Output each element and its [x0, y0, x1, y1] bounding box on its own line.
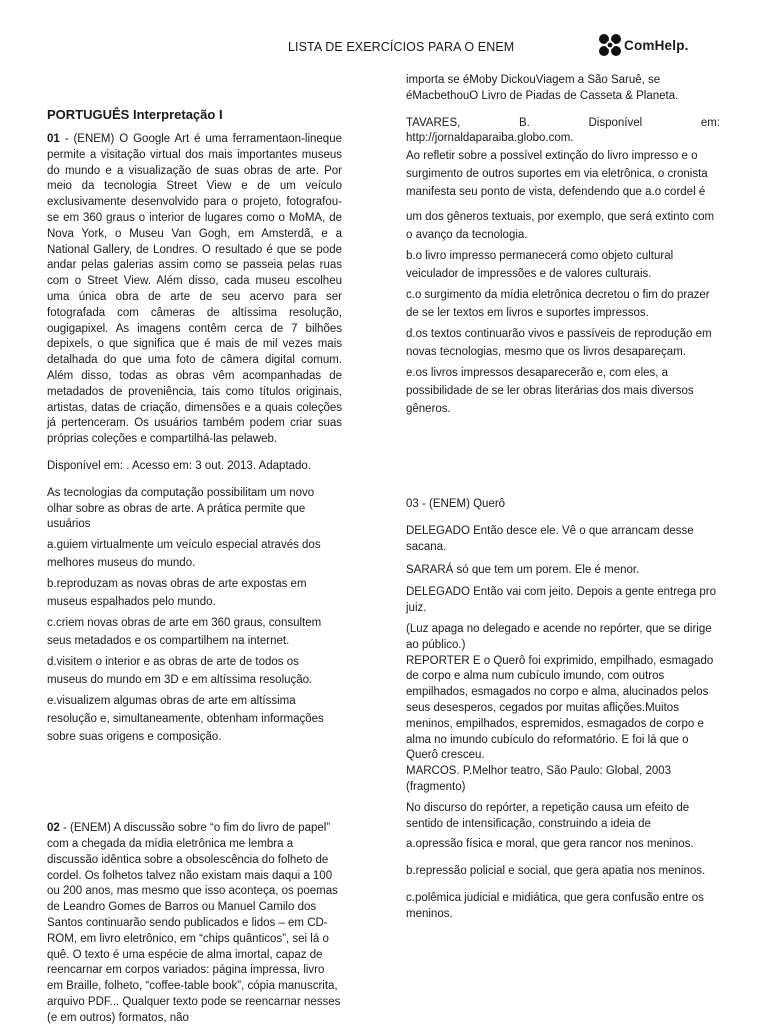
question-3-option-c[interactable]: c.polêmica judicial e midiática, que gera confusão entre os meninos.: [406, 891, 704, 920]
source-em: em:: [700, 116, 720, 129]
page-title: LISTA DE EXERCÍCIOS PARA O ENEM: [288, 40, 515, 54]
question-1-number: 01: [47, 133, 60, 145]
question-2-option-a-cont[interactable]: um dos gêneros textuais, por exemplo, que será extinto com o avanço da tecnologia.: [406, 211, 715, 242]
question-3-prompt: No discurso do repórter, a repetição causa um efeito de sentido de intensificação, construindo a ideia de: [406, 801, 690, 830]
question-2-continuation: importa se éMoby DickouViagem a São Saruê, se éMacbethouO Livro de Piadas de Casseta & Planeta.: [406, 74, 679, 102]
comhelp-logo-icon: [598, 33, 622, 57]
question-1-option-b[interactable]: b.reproduzam as novas obras de arte expostas em museus espalhados pelo mundo.: [47, 578, 307, 609]
left-column: [47, 107, 342, 1026]
question-3-source: MARCOS. P.Melhor teatro, São Paulo: Global, 2003 (fragmento): [406, 765, 672, 793]
question-3-line-3: DELEGADO Então vai com jeito. Depois a gente entrega pro juiz.: [406, 586, 717, 615]
question-3-option-a[interactable]: a.opressão física e moral, que gera rancor nos meninos.: [406, 838, 694, 851]
comhelp-logo: [598, 33, 689, 57]
subject-title: PORTUGUÊS: [47, 107, 130, 122]
question-1-text: [47, 132, 342, 448]
question-1-option-c[interactable]: c.criem novas obras de arte em 360 graus, consultem seus metadados e os compartilhem na internet.: [47, 617, 322, 648]
question-2-option-d[interactable]: d.os textos continuarão vivos e passíveis de reprodução em novas tecnologias, mesmo que os livros desapareçam.: [406, 328, 712, 359]
question-3-line-5: REPORTER E o Querô foi exprimido, empilhado, esmagado de corpo e alma num cubículo imundo, com outros empilhados, esmagados no corpo e alma, alucinados pelos seus desesperos, cegados por muitas aflições.Muitos meninos, empilhados, espremidos, esmagados de corpo e alma no imundo cubículo do reformatório. E foi lá que o Querô cresceu.: [406, 654, 714, 762]
question-3-option-b[interactable]: b.repressão policial e social, que gera apatia nos meninos.: [406, 865, 706, 878]
question-2-source-line: [406, 116, 720, 132]
question-1-option-e[interactable]: e.visualizem algumas obras de arte em altíssima resolução e, simultaneamente, obtenham informações sobre suas origens e composição.: [47, 695, 324, 744]
source-author: TAVARES,: [406, 116, 461, 129]
source-url: http://jornaldaparaiba.globo.com.: [406, 132, 574, 145]
question-3-line-1: DELEGADO Então desce ele. Vê o que arrancam desse sacana.: [406, 524, 694, 553]
question-2-option-b[interactable]: b.o livro impresso permanecerá como objeto cultural veiculador de impressões e de valores culturais.: [406, 250, 674, 281]
question-1-prompt: As tecnologias da computação possibilitam um novo olhar sobre as obras de arte. A prática permite que usuários: [47, 486, 315, 531]
question-2-option-c[interactable]: c.o surgimento da mídia eletrônica decretou o fim do prazer de se ler textos em livros e suportes impressos.: [406, 289, 710, 320]
question-1-option-a[interactable]: a.guiem virtualmente um veículo especial através dos melhores museus do mundo.: [47, 539, 321, 570]
question-2-number: 02: [47, 822, 60, 835]
question-1-option-d[interactable]: d.visitem o interior e as obras de arte de todos os museus do mundo em 3D e em altíssima resolução.: [47, 656, 313, 687]
question-2-option-e[interactable]: e.os livros impressos desaparecerão e, com eles, a possibilidade de se ler obras literárias dos mais diversos gêneros.: [406, 367, 694, 416]
logo-text: ComHelp.: [624, 37, 689, 53]
question-3-title: - (ENEM) Querô: [418, 498, 506, 511]
question-1-source: Disponível em: . Acesso em: 3 out. 2013. Adaptado.: [47, 459, 312, 472]
question-1-body: - (ENEM) O Google Art é uma ferramentaon-lineque permite a visitação virtual dos mais importantes museus do mundo e a visualização de suas obras de arte. Por meio da tecnologia Street View e de um veículo exclusivamente desenvolvido para o projeto, fotografou-se em 360 graus o interior de lugares como o MoMA, de Nova York, o Museu Van Gogh, em Amsterdã, e a National Gallery, de Londres. O resultado é que se pode andar pelas galerias assim como se passeia pelas ruas com o Street View. Além disso, cada museu escolheu uma única obra de arte de seu acervo para ser fotografada com câmeras de altíssima resolução, ougigapixel. As imagens contêm cerca de 7 bilhões depixels, o que significa que é mais de mil vezes mais detalhada do que uma foto de câmera digital comum. Além disso, todas as obras vêm acompanhadas de metadados de proveniência, tais como títulos originais, artistas, datas de criação, dimensões e a quais coleções já pertenceram. Os usuários também podem criar suas próprias coleções e compartilhá-las pelaweb.: [47, 133, 342, 446]
question-3-line-4: (Luz apaga no delegado e acende no repórter, que se dirige ao público.): [406, 622, 712, 651]
section-title: [47, 107, 342, 123]
question-3-line-2: SARARÁ só que tem um porem. Ele é menor.: [406, 563, 640, 576]
source-label: Disponível: [588, 116, 643, 129]
question-3-heading: [406, 497, 720, 513]
right-column: [406, 73, 720, 923]
subject-subtitle: Interpretação I: [132, 107, 223, 122]
question-2-body: - (ENEM) A discussão sobre “o fim do livro de papel” com a chegada da mídia eletrônica me lembra a discussão idêntica sobre a obsolescência do folheto de cordel. Os folhetos talvez não existam mais daqui a 100 ou 200 anos, mas mesmo que isso aconteça, os poemas de Leandro Gomes de Barros ou Manuel Camilo dos Santos continuarão sendo publicados e lidos – em CD-ROM, em livro eletrônico, em “chips quânticos”, sei lá o quê. O texto é uma espécie de alma imortal, capaz de reencarnar em corpos variados: página impressa, livro em Braille, folheto, “coffee-table book”, cópia manuscrita, arquivo PDF... Qualquer texto pode se reencarnar nesses (e em outros) formatos, não: [47, 822, 341, 1024]
question-3-number: 03: [406, 498, 419, 511]
source-initial: B.: [518, 116, 530, 129]
question-2-text: [47, 821, 342, 1026]
question-2-prompt: Ao refletir sobre a possível extinção do livro impresso e o surgimento de outros suportes em via eletrônica, o cronista manifesta seu ponto de vista, defendendo que a.o cordel é: [406, 150, 708, 199]
